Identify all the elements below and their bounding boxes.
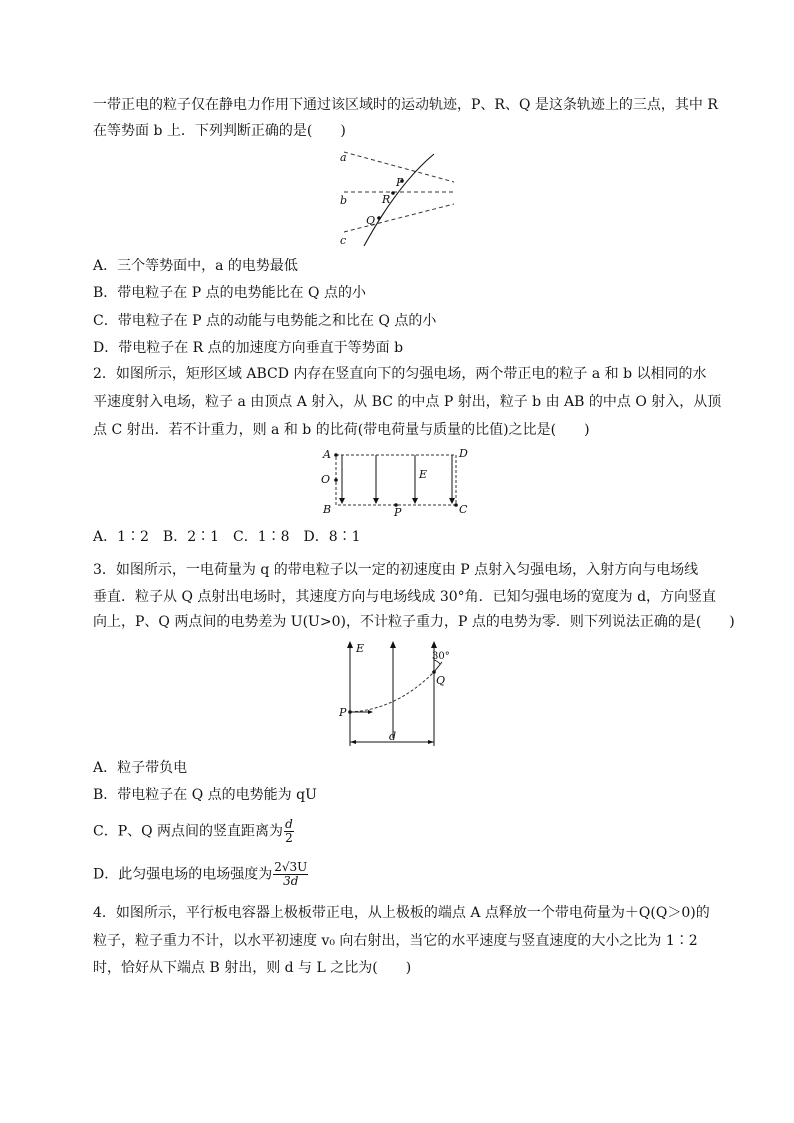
q2-figure-rectangle-field — [318, 446, 476, 518]
q3-option-a: A．粒子带负电 — [93, 760, 188, 776]
q3-text-line3: 向上，P、Q 两点间的电势差为 U(U>0)，不计粒子重力，P 点的电势为零．则下列说法正确的是( ) — [93, 614, 735, 630]
q1-option-b: B．带电粒子在 P 点的电势能比在 Q 点的小 — [93, 285, 366, 301]
q3-option-c — [93, 818, 294, 845]
q2-label-B: B — [323, 503, 332, 516]
q3-option-d-denominator: 3d — [283, 874, 299, 888]
q3-label-d: d — [389, 730, 397, 743]
q1-option-d: D．带电粒子在 R 点的加速度方向垂直于等势面 b — [93, 340, 404, 356]
q4-text-line2: 粒子，粒子重力不计，以水平初速度 v₀ 向右射出，当它的水平速度与竖直速度的大小之比为 1∶2 — [93, 933, 698, 949]
q1-figure-equipotentials — [336, 146, 460, 250]
q1-label-Q: Q — [366, 214, 376, 227]
q3-text-line2: 垂直．粒子从 Q 点射出电场时，其速度方向与电场线成 30°角．已知匀强电场的宽度为 d，方向竖直 — [93, 589, 717, 605]
q3-label-Q: Q — [436, 674, 446, 687]
q4-text-line1: 4．如图所示，平行板电容器上极板带正电，从上极板的端点 A 点释放一个带电荷量为＋Q(Q＞0)的 — [93, 905, 710, 921]
q2-label-E: E — [419, 468, 428, 481]
q4-text-line3: 时，恰好从下端点 B 射出，则 d 与 L 之比为( ) — [93, 960, 412, 976]
q3-option-d — [93, 861, 308, 888]
q1-text-line1: 一带正电的粒子仅在静电力作用下通过该区域时的运动轨迹，P、R、Q 是这条轨迹上的三点，其中 R — [93, 97, 718, 113]
q1-label-c: c — [340, 234, 347, 247]
q1-label-a: a — [340, 151, 347, 164]
q1-text-line2: 在等势面 b 上．下列判断正确的是( ) — [93, 123, 346, 139]
q2-label-O: O — [321, 473, 331, 486]
q2-options: A．1∶2 B．2∶1 C．1∶8 D．8∶1 — [93, 529, 361, 545]
q2-label-P: P — [394, 506, 402, 518]
q1-option-a: A．三个等势面中，a 的电势最低 — [93, 258, 298, 274]
q2-label-A: A — [323, 448, 331, 461]
q3-option-c-text: C．P、Q 两点间的竖直距离为 — [93, 823, 284, 840]
q3-option-b: B．带电粒子在 Q 点的电势能为 qU — [93, 787, 317, 803]
q1-option-c: C．带电粒子在 P 点的动能与电势能之和比在 Q 点的小 — [93, 313, 437, 329]
q3-label-E: E — [356, 642, 365, 655]
q3-label-angle: 30° — [432, 651, 450, 662]
q3-figure-field-deflection — [336, 638, 454, 750]
q3-option-c-fraction — [284, 818, 294, 845]
q2-label-C: C — [459, 503, 468, 516]
q1-label-R: R — [382, 193, 391, 206]
q2-text-line2: 平速度射入电场，粒子 a 由顶点 A 射入，从 BC 的中点 P 射出，粒子 b 由 AB 的中点 O 射入，从顶 — [93, 394, 722, 410]
q3-option-d-text: D．此匀强电场的电场强度为 — [93, 866, 273, 883]
q3-option-d-fraction — [273, 861, 308, 888]
q3-option-c-numerator: d — [285, 817, 293, 831]
q3-label-P: P — [339, 706, 347, 719]
q1-label-b: b — [340, 194, 348, 207]
q2-text-line3: 点 C 射出．若不计重力，则 a 和 b 的比荷(带电荷量与质量的比值)之比是( ) — [93, 422, 590, 438]
q3-option-c-denominator: 2 — [285, 831, 293, 845]
q2-text-line1: 2．如图所示，矩形区域 ABCD 内存在竖直向下的匀强电场，两个带正电的粒子 a 和 b 以相同的水 — [93, 366, 707, 382]
q2-label-D: D — [459, 447, 468, 460]
q3-option-d-numerator: 2√3U — [274, 860, 308, 874]
q3-text-line1: 3．如图所示，一电荷量为 q 的带电粒子以一定的初速度由 P 点射入匀强电场，入射方向与电场线 — [93, 562, 699, 578]
q1-label-P: P — [396, 176, 404, 189]
